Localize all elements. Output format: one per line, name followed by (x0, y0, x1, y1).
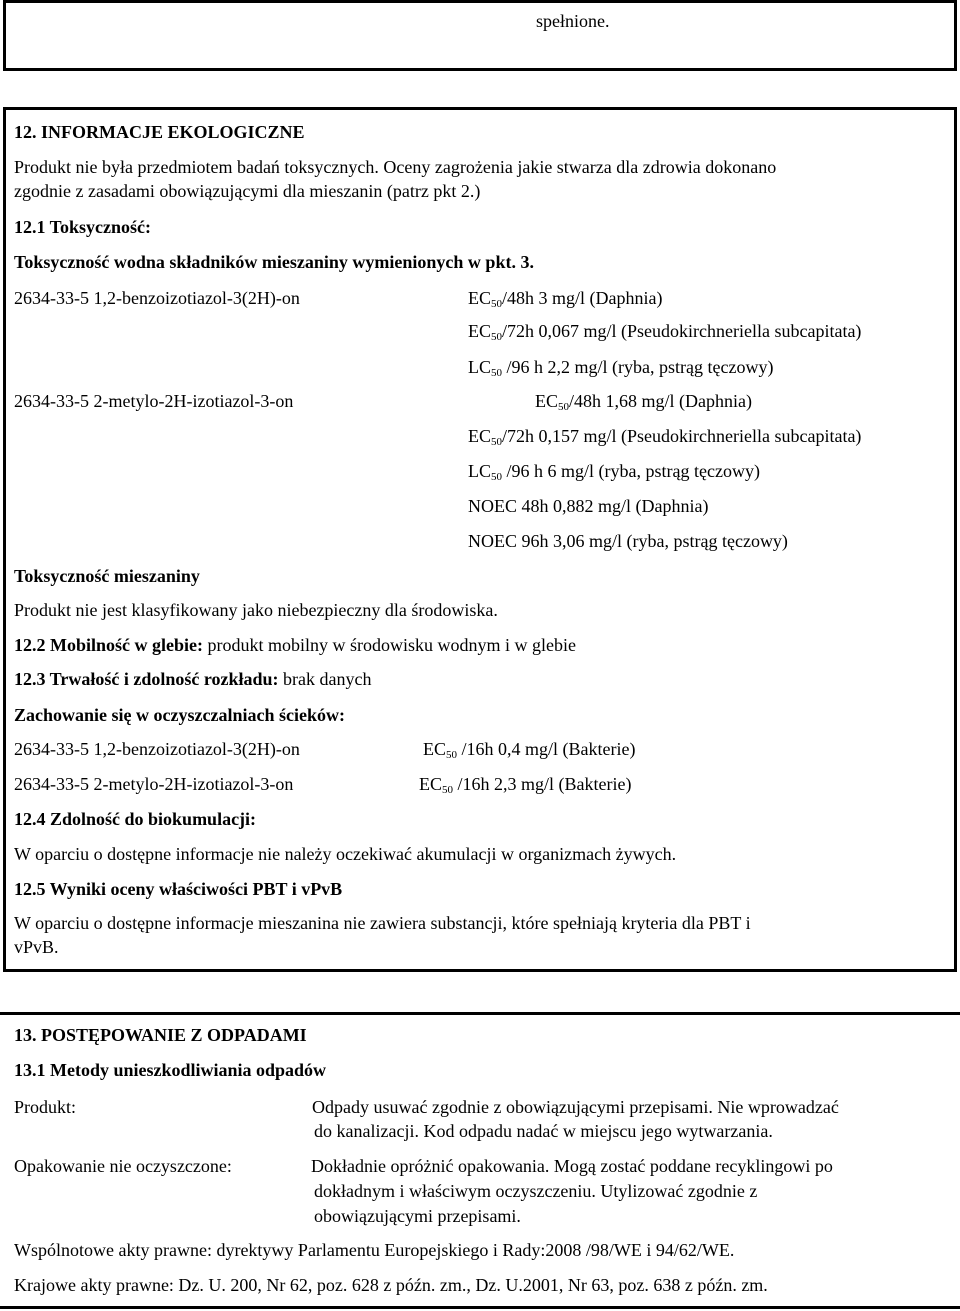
pbt-text-line-2: vPvB. (14, 937, 59, 957)
value-suffix: /48h 3 mg/l (Daphnia) (502, 288, 663, 308)
wwtp-component-1-value (423, 738, 635, 760)
component-2-name: 2634-33-5 2-metylo-2H-izotiazol-3-on (14, 391, 294, 411)
value-prefix: LC (468, 461, 492, 481)
value-prefix: EC (535, 391, 559, 411)
value-suffix: /48h 1,68 mg/l (Daphnia) (569, 391, 752, 411)
component-1-value-2 (468, 320, 861, 342)
section-12-intro-line-2: zgodnie z zasadami obowiązującymi dla mieszanin (patrz pkt 2.) (14, 181, 481, 201)
bioaccumulation-text: W oparciu o dostępne informacje nie należy oczekiwać akumulacji w organizmach żywych. (14, 844, 677, 864)
section-13-bottom-rule (0, 1306, 960, 1309)
packaging-text-line-1: Dokładnie opróżnić opakowania. Mogą zostać poddane recyklingowi po (311, 1156, 833, 1176)
packaging-text-line-3: obowiązującymi przepisami. (314, 1206, 521, 1226)
value-suffix: /96 h 6 mg/l (ryba, pstrąg tęczowy) (502, 461, 760, 481)
value-prefix: EC (468, 288, 492, 308)
value-prefix: EC (468, 321, 492, 341)
subsection-13-1-heading: 13.1 Metody unieszkodliwiania odpadów (14, 1060, 327, 1080)
value-subscript: 50 (491, 331, 503, 343)
component-1-value-1 (468, 287, 663, 309)
value-subscript: 50 (442, 784, 454, 796)
section-12-heading: 12. INFORMACJE EKOLOGICZNE (14, 122, 305, 142)
top-box-text: spełnione. (536, 11, 610, 31)
mobility-row (14, 634, 576, 656)
value-prefix: LC (468, 357, 492, 377)
component-2-value-3 (468, 460, 760, 482)
aquatic-toxicity-heading: Toksyczność wodna składników mieszaniny wymienionych w pkt. 3. (14, 252, 534, 272)
packaging-label: Opakowanie nie oczyszczone: (14, 1156, 232, 1176)
pbt-text-line-1: W oparciu o dostępne informacje mieszanina nie zawiera substancji, które spełniają kryteria dla PBT i (14, 913, 751, 933)
value-suffix: /16h 0,4 mg/l (Bakterie) (457, 739, 636, 759)
value-suffix: /16h 2,3 mg/l (Bakterie) (453, 774, 632, 794)
mobility-label: 12.2 Mobilność w glebie: (14, 635, 203, 655)
wwtp-heading: Zachowanie się w oczyszczalniach ścieków: (14, 705, 345, 725)
subsection-12-1-heading: 12.1 Toksyczność: (14, 217, 152, 237)
persistence-row (14, 668, 371, 690)
value-subscript: 50 (491, 298, 503, 310)
value-subscript: 50 (491, 436, 503, 448)
section-13-top-rule (0, 1012, 960, 1015)
packaging-text-line-2: dokładnym i właściwym oczyszczeniu. Utylizować zgodnie z (314, 1181, 758, 1201)
pbt-heading: 12.5 Wyniki oceny właściwości PBT i vPvB (14, 879, 343, 899)
mixture-toxicity-heading: Toksyczność mieszaniny (14, 566, 200, 586)
value-prefix: EC (468, 426, 492, 446)
value-subscript: 50 (446, 749, 458, 761)
value-suffix: /72h 0,157 mg/l (Pseudokirchneriella subcapitata) (502, 426, 862, 446)
product-text-line-1: Odpady usuwać zgodnie z obowiązującymi przepisami. Nie wprowadzać (312, 1097, 839, 1117)
component-1-name: 2634-33-5 1,2-benzoizotiazol-3(2H)-on (14, 288, 300, 308)
component-2-value-1 (535, 390, 752, 412)
wwtp-component-1-name: 2634-33-5 1,2-benzoizotiazol-3(2H)-on (14, 739, 300, 759)
component-2-value-5: NOEC 96h 3,06 mg/l (ryba, pstrąg tęczowy) (468, 531, 788, 551)
product-label: Produkt: (14, 1097, 77, 1117)
component-2-value-4: NOEC 48h 0,882 mg/l (Daphnia) (468, 496, 709, 516)
component-2-value-2 (468, 425, 861, 447)
value-subscript: 50 (558, 401, 570, 413)
value-prefix: EC (419, 774, 443, 794)
eu-legislation: Wspólnotowe akty prawne: dyrektywy Parlamentu Europejskiego i Rady:2008 /98/WE i 94/62/WE. (14, 1240, 735, 1260)
bioaccumulation-heading: 12.4 Zdolność do biokumulacji: (14, 809, 257, 829)
section-12-intro-line-1: Produkt nie była przedmiotem badań toksycznych. Oceny zagrożenia jakie stwarza dla zdrowia dokonano (14, 157, 777, 177)
national-legislation: Krajowe akty prawne: Dz. U. 200, Nr 62, poz. 628 z późn. zm., Dz. U.2001, Nr 63, poz. 638 z późn. zm. (14, 1275, 768, 1295)
persistence-label: 12.3 Trwałość i zdolność rozkładu: (14, 669, 279, 689)
wwtp-component-2-value (419, 773, 631, 795)
section-13-heading: 13. POSTĘPOWANIE Z ODPADAMI (14, 1025, 307, 1045)
value-prefix: EC (423, 739, 447, 759)
value-suffix: /96 h 2,2 mg/l (ryba, pstrąg tęczowy) (502, 357, 774, 377)
top-box (3, 0, 957, 71)
value-subscript: 50 (491, 471, 503, 483)
value-subscript: 50 (491, 367, 503, 379)
mobility-text: produkt mobilny w środowisku wodnym i w glebie (203, 635, 576, 655)
value-suffix: /72h 0,067 mg/l (Pseudokirchneriella subcapitata) (502, 321, 862, 341)
component-1-value-3 (468, 356, 773, 378)
product-text-line-2: do kanalizacji. Kod odpadu nadać w miejscu jego wytwarzania. (314, 1121, 773, 1141)
persistence-text: brak danych (278, 669, 372, 689)
mixture-toxicity-text: Produkt nie jest klasyfikowany jako niebezpieczny dla środowiska. (14, 600, 498, 620)
wwtp-component-2-name: 2634-33-5 2-metylo-2H-izotiazol-3-on (14, 774, 294, 794)
